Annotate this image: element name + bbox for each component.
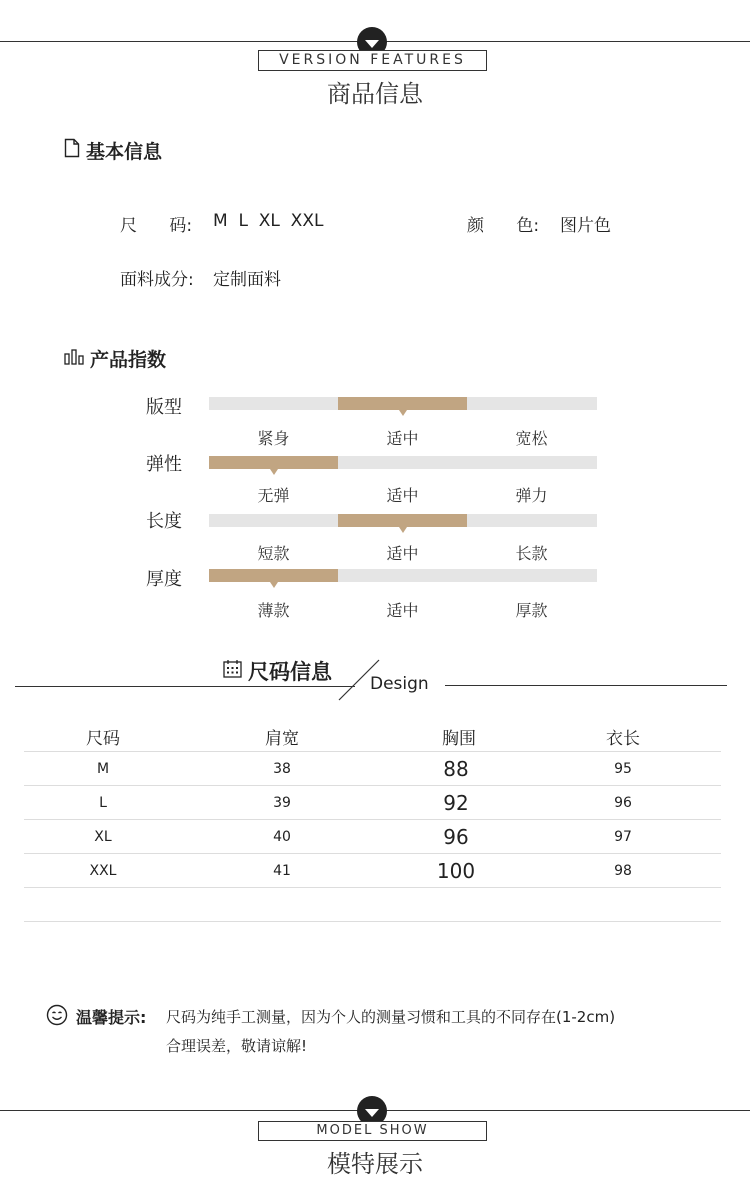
table-cell: 41 bbox=[273, 863, 291, 879]
color-value: 图片色 bbox=[560, 216, 611, 236]
table-cell: 96 bbox=[614, 795, 632, 811]
table-cell: 40 bbox=[273, 829, 291, 845]
index-option: 适中 bbox=[386, 544, 419, 563]
index-bar bbox=[209, 514, 597, 527]
size-label: 尺 码: bbox=[120, 216, 193, 236]
index-option: 长款 bbox=[515, 544, 548, 563]
table-cell: XXL bbox=[89, 863, 117, 879]
table-cell: XL bbox=[94, 829, 112, 845]
table-cell: 39 bbox=[273, 795, 291, 811]
size-info-divider-right bbox=[445, 685, 727, 686]
index-option: 无弹 bbox=[257, 486, 290, 505]
tip-text-line2: 合理误差，敬请谅解! bbox=[166, 1037, 308, 1055]
index-option: 适中 bbox=[386, 601, 419, 620]
color-label: 颜 色: bbox=[467, 216, 540, 236]
table-header-cell: 肩宽 bbox=[265, 729, 299, 749]
product-index-title bbox=[64, 345, 166, 372]
index-bar bbox=[209, 397, 597, 410]
index-option: 短款 bbox=[257, 544, 290, 563]
table-cell: L bbox=[99, 795, 107, 811]
table-header-cell: 衣长 bbox=[606, 729, 640, 749]
index-option: 适中 bbox=[386, 429, 419, 448]
footer-subtitle: 模特展示 bbox=[327, 1150, 423, 1178]
product-index-title-text: 产品指数 bbox=[90, 349, 167, 371]
table-header-cell: 胸围 bbox=[442, 729, 476, 749]
table-row-divider bbox=[24, 751, 721, 752]
size-info-divider-left bbox=[15, 686, 355, 687]
table-cell: 38 bbox=[273, 761, 291, 777]
table-row-divider bbox=[24, 819, 721, 820]
document-icon bbox=[64, 138, 80, 163]
index-bar-fill bbox=[209, 569, 338, 582]
table-cell: 95 bbox=[614, 761, 632, 777]
size-info-title bbox=[223, 656, 332, 686]
table-header-cell: 尺码 bbox=[86, 729, 120, 749]
index-bar-fill bbox=[209, 456, 338, 469]
fabric-value: 定制面料 bbox=[213, 270, 281, 290]
table-cell: 100 bbox=[436, 859, 476, 883]
tip-title: 温馨提示: bbox=[76, 1008, 147, 1027]
bar-chart-icon bbox=[64, 347, 84, 370]
index-label: 厚度 bbox=[146, 569, 182, 590]
index-option: 紧身 bbox=[257, 429, 290, 448]
index-label: 版型 bbox=[146, 397, 182, 418]
size-value: M L XL XXL bbox=[213, 211, 324, 231]
table-cell: M bbox=[96, 761, 110, 777]
table-cell: 98 bbox=[614, 863, 632, 879]
index-bar bbox=[209, 569, 597, 582]
index-option: 薄款 bbox=[257, 601, 290, 620]
tip-text-line1: 尺码为纯手工测量，因为个人的测量习惯和工具的不同存在(1-2cm) bbox=[166, 1008, 616, 1026]
index-bar-fill bbox=[338, 514, 467, 527]
size-info-title-text: 尺码信息 bbox=[248, 660, 332, 684]
table-row-divider bbox=[24, 785, 721, 786]
table-cell: 97 bbox=[614, 829, 632, 845]
table-cell: 92 bbox=[443, 791, 469, 815]
smile-icon bbox=[46, 1004, 68, 1026]
index-option: 厚款 bbox=[515, 601, 548, 620]
version-features-label: VERSION FEATURES bbox=[258, 50, 487, 71]
page-subtitle: 商品信息 bbox=[327, 80, 423, 108]
table-cell: 96 bbox=[443, 825, 469, 849]
basic-info-title bbox=[64, 137, 162, 164]
index-option: 适中 bbox=[386, 486, 419, 505]
calendar-icon bbox=[223, 659, 242, 683]
index-option: 宽松 bbox=[515, 429, 548, 448]
basic-info-title-text: 基本信息 bbox=[86, 141, 163, 163]
table-row-divider bbox=[24, 887, 721, 888]
index-bar-fill bbox=[338, 397, 467, 410]
table-row-divider bbox=[24, 853, 721, 854]
design-label: Design bbox=[370, 674, 429, 694]
index-option: 弹力 bbox=[515, 486, 548, 505]
fabric-label: 面料成分: bbox=[120, 270, 194, 290]
index-bar bbox=[209, 456, 597, 469]
index-label: 弹性 bbox=[146, 454, 182, 475]
index-label: 长度 bbox=[146, 511, 182, 532]
table-cell: 88 bbox=[443, 757, 469, 781]
model-show-label: MODEL SHOW bbox=[258, 1121, 487, 1141]
table-row-divider bbox=[24, 921, 721, 922]
